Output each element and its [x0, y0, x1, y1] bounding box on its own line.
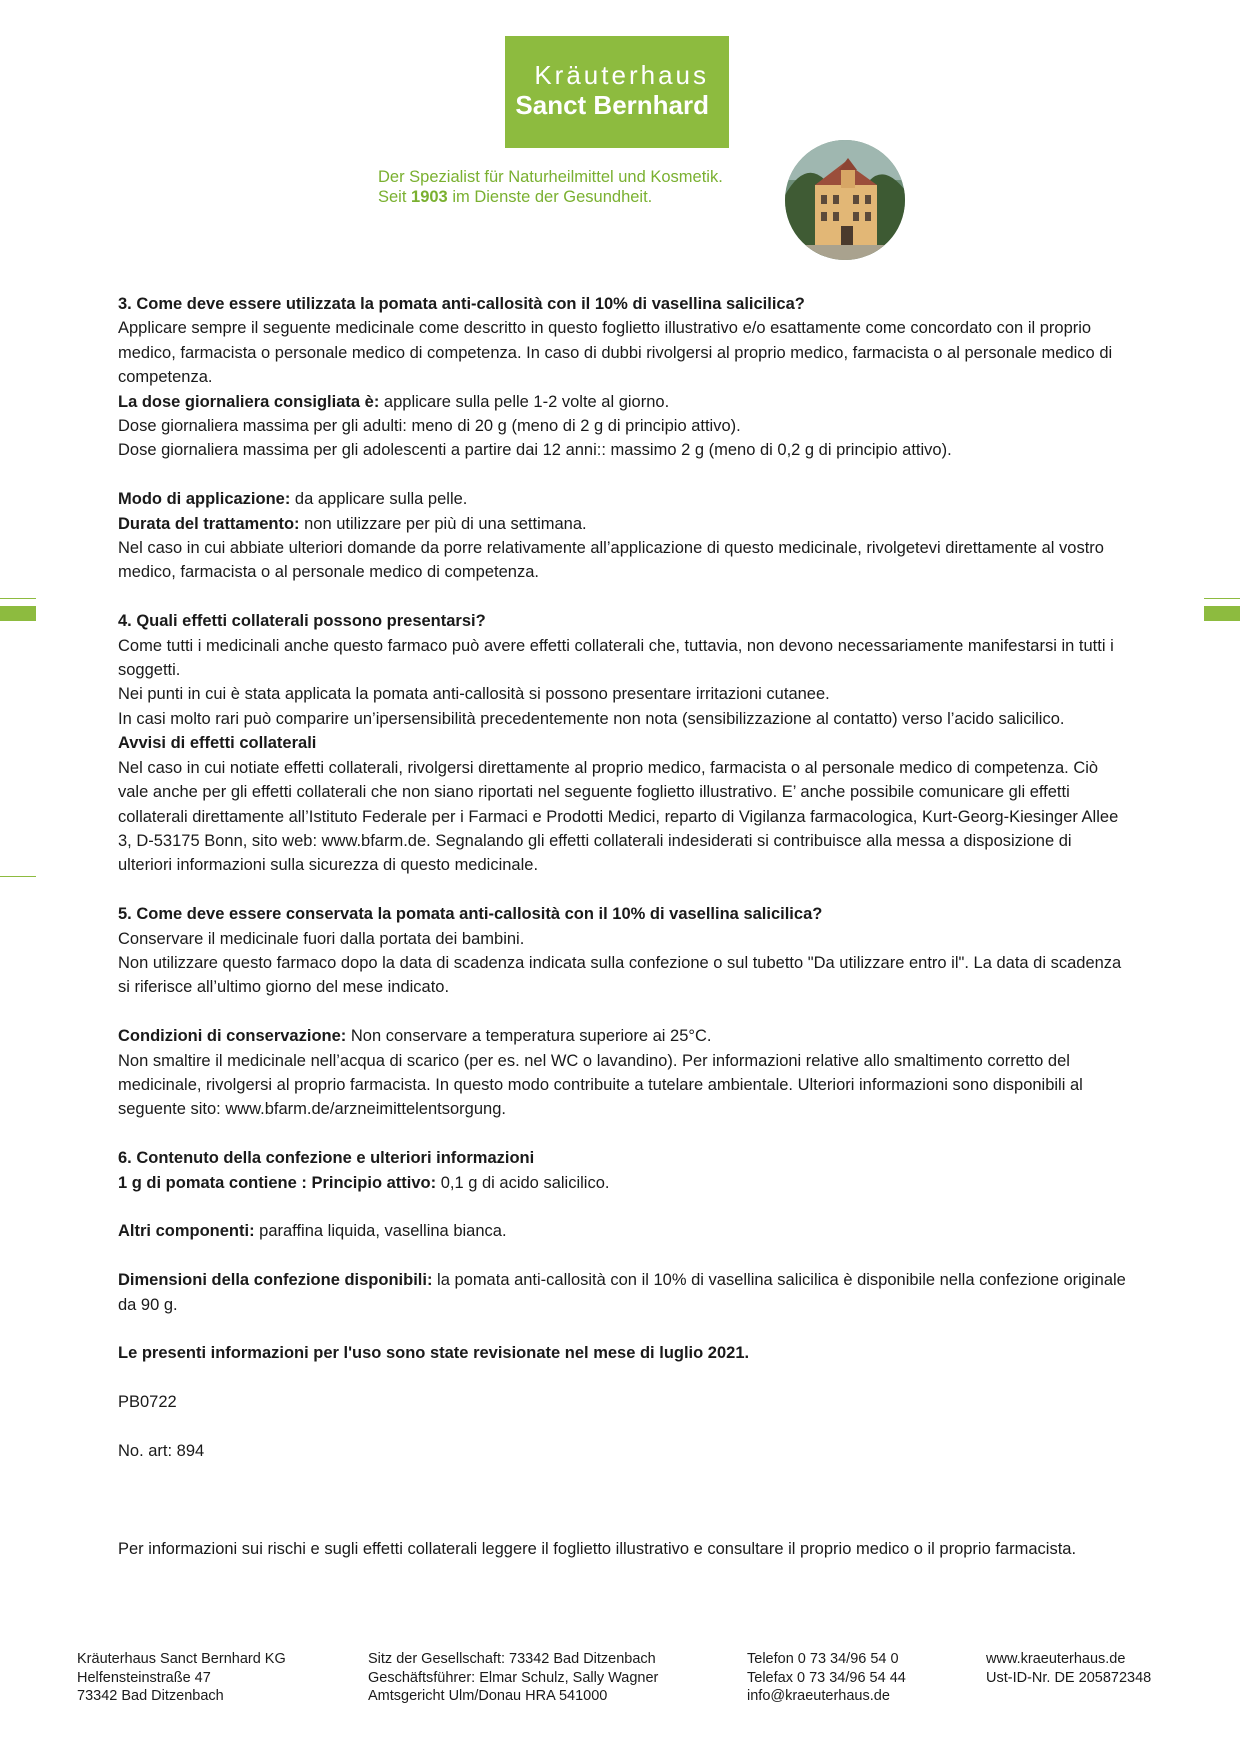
section-6-heading: 6. Contenuto della confezione e ulteriori informazioni — [118, 1149, 535, 1168]
dose-text: applicare sulla pelle 1-2 volte al giorno. — [379, 392, 670, 411]
max-dose-adults: Dose giornaliera massima per gli adulti: meno di 20 g (meno di 2 g di principio attivo). — [118, 417, 741, 436]
logo-line-1: Kräuterhaus — [534, 60, 709, 90]
storage-line — [118, 1024, 1128, 1048]
fold-line-right-top — [1204, 598, 1240, 599]
storage-text: Non conservare a temperatura superiore ai 25°C. — [346, 1027, 712, 1046]
brand-logo — [505, 36, 729, 148]
side-effects-subheading: Avvisi di effetti collaterali — [118, 734, 317, 753]
footer-managers: Geschäftsführer: Elmar Schulz, Sally Wagner — [368, 1669, 659, 1686]
section-5-p1: Conservare il medicinale fuori dalla portata dei bambini. — [118, 929, 525, 948]
duration-text: non utilizzare per più di una settimana. — [299, 514, 587, 533]
section-3-intro: Applicare sempre il seguente medicinale come descritto in questo foglietto illustrativo e/o esattamente come concordato con il proprio medico, farmacista o personale medico di competenza. In caso di dubbi rivolgersi al proprio medico, farmacista o al personale medico di competenza. — [118, 319, 1113, 387]
storage-label: Condizioni di conservazione: — [118, 1027, 347, 1046]
disclaimer: Per informazioni sui rischi e sugli effetti collaterali leggere il foglietto illustrativo e consultare il proprio medico o il proprio farmacista. — [118, 1539, 1077, 1558]
other-components-label: Altri componenti: — [118, 1222, 255, 1241]
pack-sizes-line — [118, 1268, 1128, 1317]
section-4-p4: Nel caso in cui notiate effetti collaterali, rivolgersi direttamente al proprio medico, farmacista o al personale medico di competenza. Ciò vale anche per gli effetti collaterali che non siano riportati nel seguente foglietto illustrativo. E’ anche possibile comunicare gli effetti collaterali direttamente all’Istituto Federale per i Farmaci e Prodotti Medici, reparto di Vigilanza farmacologica, Kurt-Georg-Kiesinger Allee 3, D-53175 Bonn, sito web: www.bfarm.de. Segnalando gli effetti collaterali indesiderati si contribuisce alla messa a disposizione di ulteriori informazioni sulla sicurezza di questo medicinale. — [118, 758, 1119, 875]
dose-line — [118, 390, 1128, 414]
document-code: PB0722 — [118, 1393, 177, 1412]
composition-text: 0,1 g di acido salicilico. — [436, 1173, 610, 1192]
tagline-line-2 — [378, 187, 723, 207]
leaflet-body — [118, 292, 1128, 1561]
section-4-p1: Come tutti i medicinali anche questo farmaco può avere effetti collaterali che, tuttavia, non devono necessariamente manifestarsi in tutti i soggetti. — [118, 636, 1114, 680]
footer-company-name: Kräuterhaus Sanct Bernhard KG — [77, 1651, 286, 1667]
tagline-suffix: im Dienste der Gesundheit. — [447, 188, 653, 206]
footer-phone: Telefon 0 73 34/96 54 0 — [747, 1651, 899, 1667]
mode-label: Modo di applicazione: — [118, 490, 291, 509]
revision-note: Le presenti informazioni per l'uso sono state revisionate nel mese di luglio 2021. — [118, 1344, 750, 1363]
further-questions: Nel caso in cui abbiate ulteriori domande da porre relativamente all’applicazione di questo medicinale, rivolgetevi direttamente al vostro medico, farmacista o al personale medico di competenza. — [118, 539, 1104, 582]
other-components-line — [118, 1219, 1128, 1243]
brand-tagline — [378, 167, 723, 207]
other-components-text: paraffina liquida, vasellina bianca. — [254, 1222, 507, 1241]
duration-line — [118, 512, 1128, 536]
mode-text: da applicare sulla pelle. — [290, 490, 468, 509]
article-number: No. art: 894 — [118, 1441, 205, 1460]
fold-line-left-top — [0, 598, 36, 599]
building-photo — [785, 140, 905, 260]
tagline-year: 1903 — [411, 188, 448, 206]
composition-label: 1 g di pomata contiene : Principio attivo: — [118, 1173, 437, 1192]
footer-vat-id: Ust-ID-Nr. DE 205872348 — [986, 1669, 1152, 1686]
tagline-prefix: Seit — [378, 188, 412, 206]
fold-mark-right — [1204, 606, 1240, 621]
footer-court: Amtsgericht Ulm/Donau HRA 541000 — [368, 1688, 608, 1704]
footer-company — [77, 1650, 286, 1706]
section-4-p3: In casi molto rari può comparire un’ipersensibilità precedentemente non nota (sensibilizzazione al contatto) verso l’acido salicilico. — [118, 709, 1065, 728]
fold-line-left-bottom — [0, 876, 36, 877]
max-dose-teens: Dose giornaliera massima per gli adolescenti a partire dai 12 anni:: massimo 2 g (meno di 0,2 g di principio attivo). — [118, 441, 952, 460]
footer-street: Helfensteinstraße 47 — [77, 1669, 211, 1686]
fold-mark-left — [0, 606, 36, 621]
footer-web — [986, 1650, 1151, 1687]
footer-website: www.kraeuterhaus.de — [986, 1651, 1126, 1667]
section-5-heading: 5. Come deve essere conservata la pomata anti-callosità con il 10% di vasellina salicilica? — [118, 905, 823, 924]
dose-label: La dose giornaliera consigliata è: — [118, 392, 380, 411]
footer-city: 73342 Bad Ditzenbach — [77, 1688, 224, 1704]
duration-label: Durata del trattamento: — [118, 514, 300, 533]
pack-sizes-text: la pomata anti-callosità con il 10% di vasellina salicilica è disponibile nella confezione originale da 90 g. — [118, 1271, 1126, 1314]
section-3-heading: 3. Come deve essere utilizzata la pomata anti-callosità con il 10% di vasellina salicilica? — [118, 295, 805, 313]
section-4-p2: Nei punti in cui è stata applicata la pomata anti-callosità si possono presentare irritazioni cutanee. — [118, 685, 830, 704]
footer-legal — [368, 1650, 658, 1706]
pack-sizes-label: Dimensioni della confezione disponibili: — [118, 1271, 433, 1290]
footer-seat: Sitz der Gesellschaft: 73342 Bad Ditzenbach — [368, 1651, 656, 1667]
section-5-p2: Non utilizzare questo farmaco dopo la data di scadenza indicata sulla confezione o sul tubetto "Da utilizzare entro il". La data di scadenza si riferisce all’ultimo giorno del mese indicato. — [118, 953, 1122, 997]
section-5-p3: Non smaltire il medicinale nell’acqua di scarico (per es. nel WC o lavandino). Per informazioni relative allo smaltimento corretto del medicinale, rivolgersi al proprio farmacista. In questo modo contribuite a tutelare ambientale. Ulteriori informazioni sono disponibili al seguente sito: www.bfarm.de/arzneimittelentsorgung. — [118, 1051, 1083, 1119]
section-4-heading: 4. Quali effetti collaterali possono presentarsi? — [118, 612, 486, 631]
footer-email: info@kraeuterhaus.de — [747, 1688, 890, 1704]
footer-fax: Telefax 0 73 34/96 54 44 — [747, 1669, 906, 1686]
composition-line — [118, 1171, 1128, 1195]
logo-line-2: Sanct Bernhard — [515, 90, 709, 120]
tagline-line-1: Der Spezialist für Naturheilmittel und Kosmetik. — [378, 168, 723, 186]
mode-line — [118, 487, 1128, 511]
footer-contact — [747, 1650, 906, 1706]
